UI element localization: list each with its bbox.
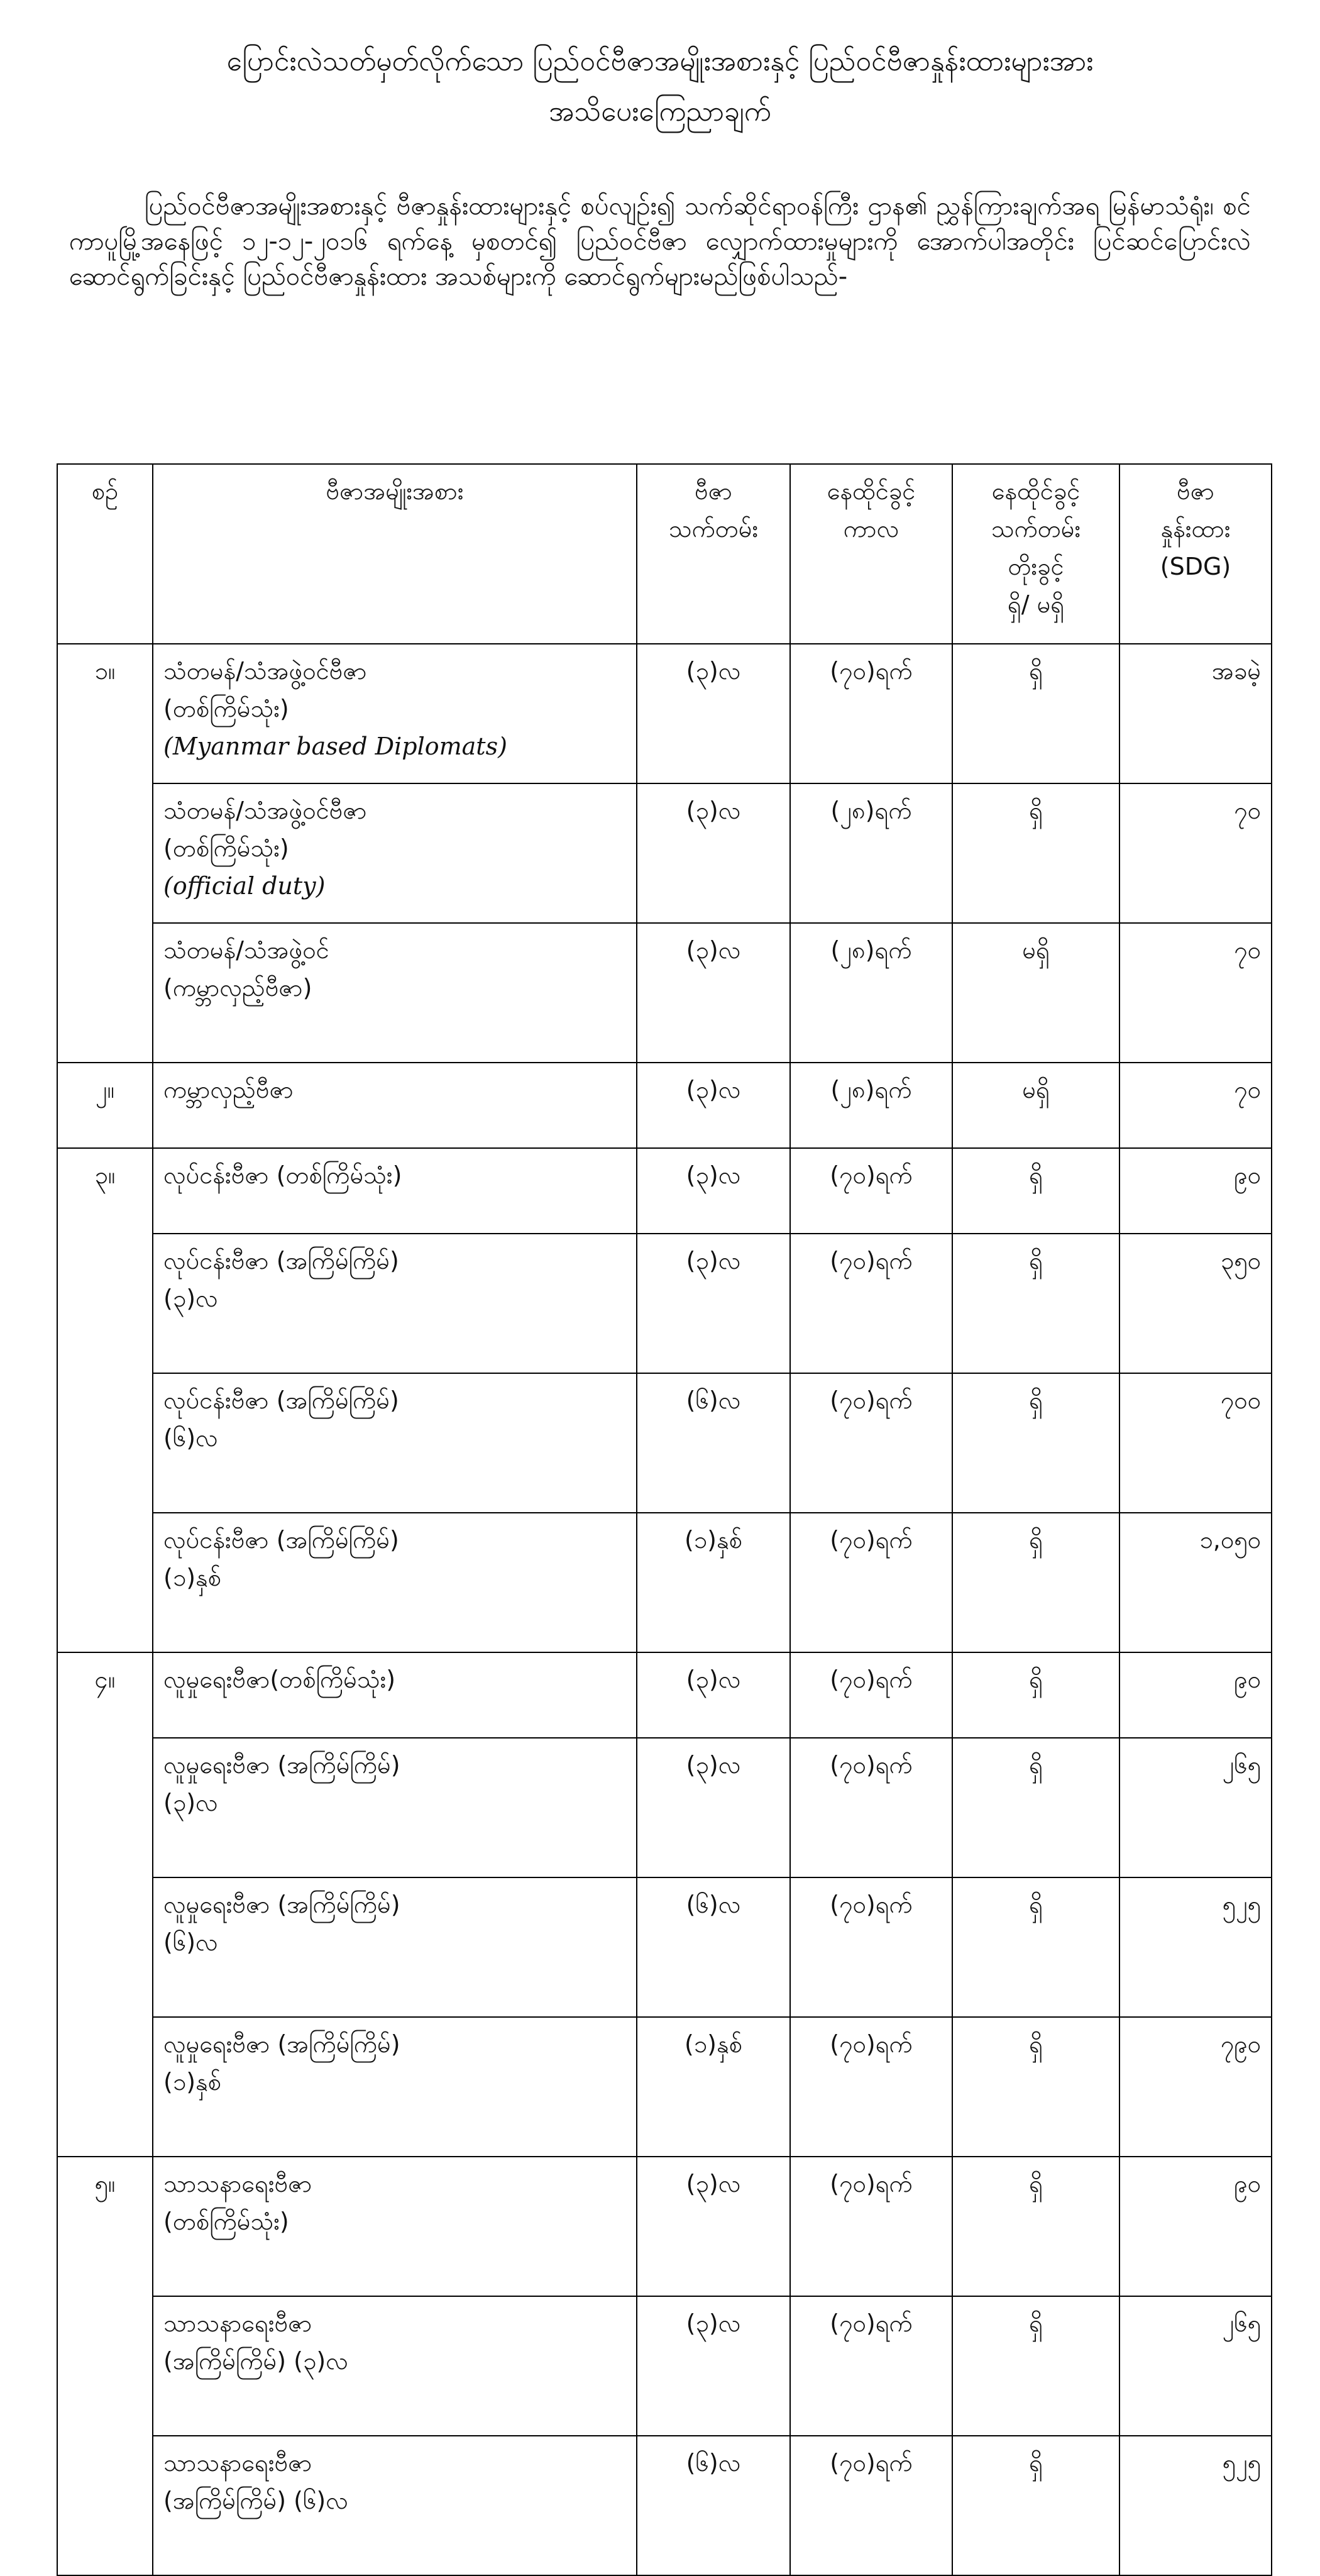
table-header-row xyxy=(57,464,1272,644)
visa-type-detail: (၃)လ xyxy=(163,1789,218,1816)
visa-type-label: လူမှုရေးဗီဇာ (အကြိမ်ကြိမ်) xyxy=(163,1891,400,1918)
stay-period-cell: (၇၀)ရက် xyxy=(790,2157,952,2296)
row-number xyxy=(57,1738,153,1877)
header-stay-period: နေထိုင်ခွင့် ကာလ xyxy=(790,464,952,644)
visa-type-label: သံတမန်/သံအဖွဲ့ဝင်ဗီဇာ xyxy=(163,797,367,824)
row-number xyxy=(57,1234,153,1373)
header-extension: နေထိုင်ခွင့် သက်တမ်း တိုးခွင့် ရှိ/ မရှိ xyxy=(952,464,1119,644)
visa-type-cell xyxy=(153,1513,637,1652)
validity-cell: (၁)နှစ် xyxy=(637,1513,790,1652)
extension-cell: မရှိ xyxy=(952,923,1119,1063)
row-number xyxy=(57,923,153,1063)
row-number xyxy=(57,1877,153,2017)
extension-cell: ရှိ xyxy=(952,1234,1119,1373)
stay-period-cell: (၇၀)ရက် xyxy=(790,1877,952,2017)
visa-type-label: လူမှုရေးဗီဇာ (အကြိမ်ကြိမ်) xyxy=(163,1751,400,1779)
fee-cell: အခမဲ့ xyxy=(1119,644,1272,783)
visa-type-detail: (၆)လ xyxy=(163,1928,218,1956)
visa-type-label: လုပ်ငန်းဗီဇာ (အကြိမ်ကြိမ်) xyxy=(163,1386,399,1414)
visa-type-cell xyxy=(153,1652,637,1738)
stay-period-cell: (၇၀)ရက် xyxy=(790,2296,952,2436)
table-row xyxy=(57,644,1272,783)
table-row xyxy=(57,1738,1272,1877)
table-row xyxy=(57,2436,1272,2575)
visa-type-cell xyxy=(153,923,637,1063)
row-number xyxy=(57,1373,153,1513)
stay-period-cell: (၇၀)ရက် xyxy=(790,1738,952,1877)
visa-type-label: လူမှုရေးဗီဇာ (အကြိမ်ကြိမ်) xyxy=(163,2030,400,2058)
fee-cell: ၅၂၅ xyxy=(1119,1877,1272,2017)
row-number xyxy=(57,1513,153,1652)
visa-type-label: လုပ်ငန်းဗီဇာ (အကြိမ်ကြိမ်) xyxy=(163,1526,399,1554)
table-row xyxy=(57,1234,1272,1373)
validity-cell: (၁)နှစ် xyxy=(637,2017,790,2157)
visa-type-cell xyxy=(153,2296,637,2436)
visa-type-detail: (တစ်ကြိမ်သုံး) xyxy=(163,695,289,722)
row-number xyxy=(57,2017,153,2157)
extension-cell: ရှိ xyxy=(952,783,1119,923)
table-row xyxy=(57,783,1272,923)
stay-period-cell: (၂၈)ရက် xyxy=(790,1063,952,1148)
extension-cell: ရှိ xyxy=(952,2296,1119,2436)
visa-type-label: သံတမန်/သံအဖွဲ့ဝင်ဗီဇာ xyxy=(163,657,367,685)
row-number: ၃။ xyxy=(57,1148,153,1234)
visa-type-cell xyxy=(153,783,637,923)
table-row xyxy=(57,1652,1272,1738)
validity-cell: (၃)လ xyxy=(637,783,790,923)
row-number xyxy=(57,783,153,923)
stay-period-cell: (၇၀)ရက် xyxy=(790,1513,952,1652)
extension-cell: ရှိ xyxy=(952,2436,1119,2575)
visa-type-english: (Myanmar based Diplomats) xyxy=(163,732,507,760)
visa-type-detail: (၆)လ xyxy=(163,1424,218,1452)
visa-type-detail: (တစ်ကြိမ်သုံး) xyxy=(163,834,289,862)
validity-cell: (၃)လ xyxy=(637,1063,790,1148)
extension-cell: ရှိ xyxy=(952,1513,1119,1652)
extension-cell: ရှိ xyxy=(952,2017,1119,2157)
visa-type-cell xyxy=(153,2017,637,2157)
row-number: ၅။ xyxy=(57,2157,153,2296)
extension-cell: ရှိ xyxy=(952,2157,1119,2296)
visa-type-detail: (၁)နှစ် xyxy=(163,1564,222,1591)
stay-period-cell: (၂၈)ရက် xyxy=(790,783,952,923)
visa-type-label: သံတမန်/သံအဖွဲ့ဝင် xyxy=(163,936,329,964)
extension-cell: ရှိ xyxy=(952,1652,1119,1738)
row-number: ၄။ xyxy=(57,1652,153,1738)
validity-cell: (၆)လ xyxy=(637,1373,790,1513)
visa-type-cell xyxy=(153,2157,637,2296)
validity-cell: (၆)လ xyxy=(637,1877,790,2017)
visa-type-cell xyxy=(153,2436,637,2575)
visa-type-cell xyxy=(153,1738,637,1877)
stay-period-cell: (၇၀)ရက် xyxy=(790,644,952,783)
table-row xyxy=(57,1148,1272,1234)
visa-type-label: လုပ်ငန်းဗီဇာ (အကြိမ်ကြိမ်) xyxy=(163,1247,399,1274)
table-row xyxy=(57,923,1272,1063)
row-number: ၂။ xyxy=(57,1063,153,1148)
validity-cell: (၃)လ xyxy=(637,1234,790,1373)
stay-period-cell: (၇၀)ရက် xyxy=(790,1373,952,1513)
page-subtitle: အသိပေးကြေညာချက် xyxy=(549,96,771,128)
fee-cell: ၇၀ xyxy=(1119,1063,1272,1148)
fee-cell: ၉၀ xyxy=(1119,1652,1272,1738)
page-title: ပြောင်းလဲသတ်မှတ်လိုက်သော ပြည်ဝင်ဗီဇာအမျိုးအစားနှင့် ပြည်ဝင်ဗီဇာနှုန်းထားများအား xyxy=(226,45,1094,77)
visa-type-detail: (တစ်ကြိမ်သုံး) xyxy=(163,2208,289,2235)
header-validity: ဗီဇာ သက်တမ်း xyxy=(637,464,790,644)
header-fee: ဗီဇာ နှုန်းထား (SDG) xyxy=(1119,464,1272,644)
stay-period-cell: (၂၈)ရက် xyxy=(790,923,952,1063)
table-row xyxy=(57,1513,1272,1652)
table-row xyxy=(57,2296,1272,2436)
validity-cell: (၃)လ xyxy=(637,1738,790,1877)
fee-cell: ၅၂၅ xyxy=(1119,2436,1272,2575)
visa-type-label: သာသနာရေးဗီဇာ xyxy=(163,2170,312,2197)
intro-paragraph: ပြည်ဝင်ဗီဇာအမျိုးအစားနှင့် ဗီဇာနှုန်းထားများနှင့် စပ်လျဉ်း၍ သက်ဆိုင်ရာဝန်ကြီး ဌာန၏ ညွှန်ကြားချက်အရ မြန်မာသံရုံး၊ စင်ကာပူမြို့အနေဖြင့် ၁၂-၁၂-၂၀၁၆ ရက်နေ့ မှစတင်၍ ပြည်ဝင်ဗီဇာ လျှောက်ထားမှုများကို အောက်ပါအတိုင်း ပြင်ဆင်ပြောင်းလဲ ဆောင်ရွက်ခြင်းနှင့် ပြည်ဝင်ဗီဇာနှုန်းထား အသစ်များကို ဆောင်ရွက်များမည်ဖြစ်ပါသည်- xyxy=(69,192,1251,291)
stay-period-cell: (၇၀)ရက် xyxy=(790,1148,952,1234)
row-number xyxy=(57,2296,153,2436)
table-row xyxy=(57,2017,1272,2157)
visa-type-cell xyxy=(153,1234,637,1373)
header-visa-type: ဗီဇာအမျိုးအစား xyxy=(153,464,637,644)
fee-cell: ၉၀ xyxy=(1119,2157,1272,2296)
extension-cell: ရှိ xyxy=(952,1877,1119,2017)
validity-cell: (၆)လ xyxy=(637,2436,790,2575)
extension-cell: မရှိ xyxy=(952,1063,1119,1148)
visa-type-english: (official duty) xyxy=(163,872,326,900)
table-row xyxy=(57,1373,1272,1513)
stay-period-cell: (၇၀)ရက် xyxy=(790,2436,952,2575)
fee-cell: ၇၉၀ xyxy=(1119,2017,1272,2157)
validity-cell: (၃)လ xyxy=(637,644,790,783)
row-number: ၁။ xyxy=(57,644,153,783)
fee-cell: ၂၆၅ xyxy=(1119,1738,1272,1877)
stay-period-cell: (၇၀)ရက် xyxy=(790,1234,952,1373)
visa-type-cell xyxy=(153,1373,637,1513)
validity-cell: (၃)လ xyxy=(637,1652,790,1738)
visa-type-cell xyxy=(153,1148,637,1234)
visa-type-cell xyxy=(153,1877,637,2017)
visa-type-label: လူမှုရေးဗီဇာ(တစ်ကြိမ်သုံး) xyxy=(163,1666,396,1693)
fee-cell: ၉၀ xyxy=(1119,1148,1272,1234)
visa-type-detail: (အကြိမ်ကြိမ်) (၃)လ xyxy=(163,2347,348,2375)
fee-cell: ၇၀ xyxy=(1119,783,1272,923)
visa-type-label: သာသနာရေးဗီဇာ xyxy=(163,2309,312,2337)
header-no: စဉ် xyxy=(57,464,153,644)
visa-type-label: ကမ္ဘာလှည့်ဗီဇာ xyxy=(163,1076,294,1103)
extension-cell: ရှိ xyxy=(952,1373,1119,1513)
fee-cell: ၃၅၀ xyxy=(1119,1234,1272,1373)
extension-cell: ရှိ xyxy=(952,1738,1119,1877)
fee-cell: ၇၀၀ xyxy=(1119,1373,1272,1513)
table-row xyxy=(57,2157,1272,2296)
fee-cell: ၇၀ xyxy=(1119,923,1272,1063)
visa-type-detail: (ကမ္ဘာလှည့်ဗီဇာ) xyxy=(163,974,312,1002)
extension-cell: ရှိ xyxy=(952,644,1119,783)
stay-period-cell: (၇၀)ရက် xyxy=(790,2017,952,2157)
visa-type-cell xyxy=(153,644,637,783)
visa-type-detail: (အကြိမ်ကြိမ်) (၆)လ xyxy=(163,2487,348,2514)
row-number xyxy=(57,2436,153,2575)
validity-cell: (၃)လ xyxy=(637,1148,790,1234)
table-row xyxy=(57,1063,1272,1148)
validity-cell: (၃)လ xyxy=(637,2296,790,2436)
visa-fee-table xyxy=(57,463,1272,2576)
validity-cell: (၃)လ xyxy=(637,2157,790,2296)
stay-period-cell: (၇၀)ရက် xyxy=(790,1652,952,1738)
fee-cell: ၂၆၅ xyxy=(1119,2296,1272,2436)
visa-type-detail: (၃)လ xyxy=(163,1285,218,1312)
visa-type-label: သာသနာရေးဗီဇာ xyxy=(163,2449,312,2477)
visa-type-cell xyxy=(153,1063,637,1148)
fee-cell: ၁,၀၅၀ xyxy=(1119,1513,1272,1652)
validity-cell: (၃)လ xyxy=(637,923,790,1063)
visa-type-label: လုပ်ငန်းဗီဇာ (တစ်ကြိမ်သုံး) xyxy=(163,1161,402,1189)
extension-cell: ရှိ xyxy=(952,1148,1119,1234)
table-row xyxy=(57,1877,1272,2017)
visa-type-detail: (၁)နှစ် xyxy=(163,2068,222,2096)
